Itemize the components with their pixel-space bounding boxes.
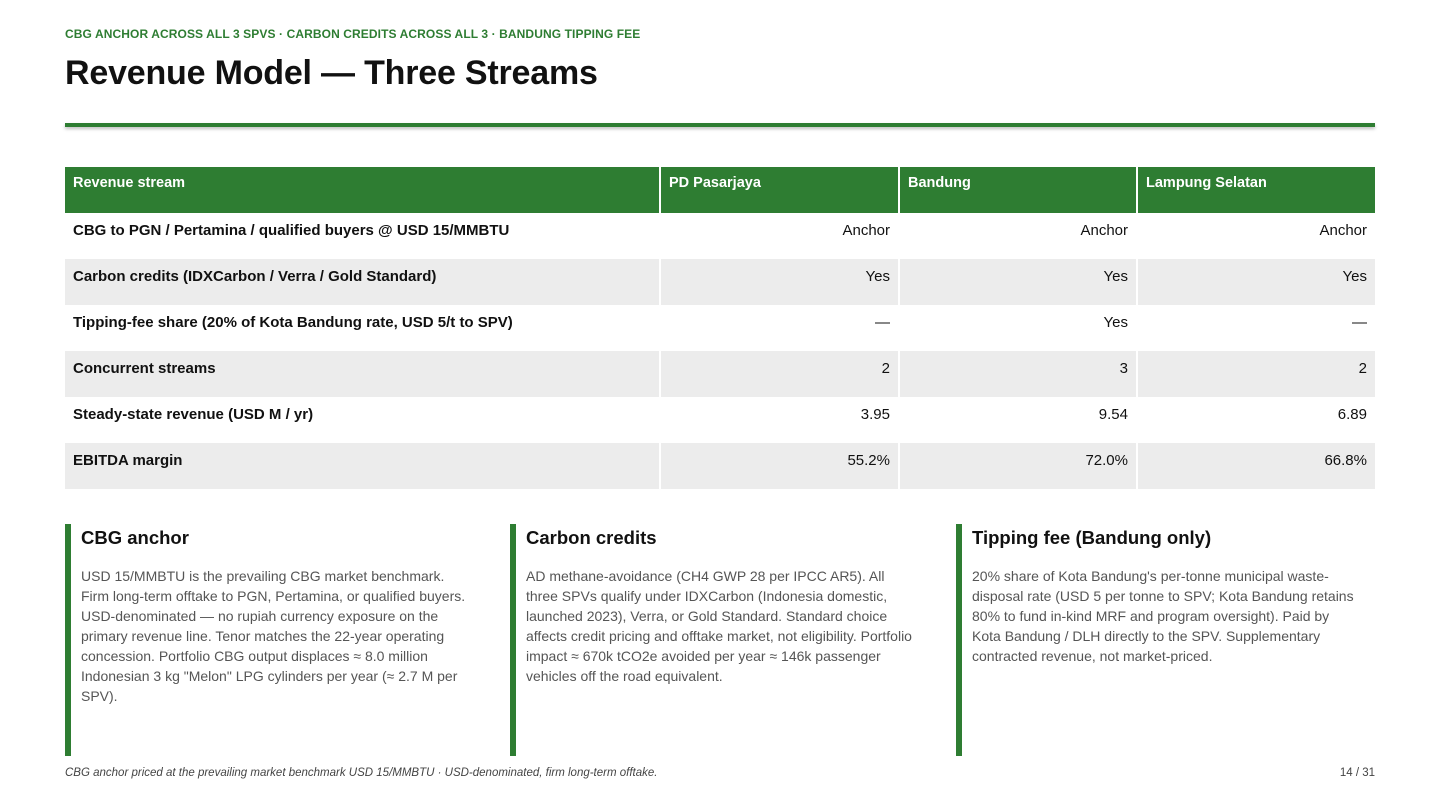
column-header: Lampung Selatan xyxy=(1137,167,1375,213)
table-cell: 2 xyxy=(660,351,899,397)
title-divider xyxy=(65,123,1375,127)
table-cell: 55.2% xyxy=(660,443,899,489)
card-carbon-credits xyxy=(510,524,915,756)
card-body: USD 15/MMBTU is the prevailing CBG market benchmark. Firm long-term offtake to PGN, Pertamina, or qualified buyers. USD-denominated — no rupiah currency exposure on the primary revenue line. Tenor matches the 22-year operating concession. Portfolio CBG output displaces ≈ 8.0 million Indonesian 3 kg "Melon" LPG cylinders per year (≈ 2.7 M per SPV). xyxy=(81,568,466,704)
table-cell: Yes xyxy=(899,305,1137,351)
row-label: EBITDA margin xyxy=(65,443,660,489)
row-label: CBG to PGN / Pertamina / qualified buyers @ USD 15/MMBTU xyxy=(65,213,660,259)
table-header-row xyxy=(65,167,1375,213)
card-title: Carbon credits xyxy=(526,527,657,548)
card-body: AD methane-avoidance (CH4 GWP 28 per IPCC AR5). All three SPVs qualify under IDXCarbon (Indonesia domestic, launched 2023), Verra, or Gold Standard. Standard choice affects credit pricing and offtake market, not eligibility. Portfolio impact ≈ 670k tCO2e avoided per year ≈ 146k passenger vehicles off the road equivalent. xyxy=(526,568,912,684)
card-title: CBG anchor xyxy=(81,527,189,548)
card-tipping-fee xyxy=(956,524,1361,756)
table-cell: Anchor xyxy=(660,213,899,259)
page-number: 14 / 31 xyxy=(1339,767,1375,779)
card-body: 20% share of Kota Bandung's per-tonne municipal waste-disposal rate (USD 5 per tonne to SPV; Kota Bandung retains 80% to fund in-kind MRF and program oversight). Paid by Kota Bandung / DLH directly to the SPV. Supplementary contracted revenue, not market-priced. xyxy=(972,568,1354,664)
table-cell: 3.95 xyxy=(660,397,899,443)
card-cbg-anchor xyxy=(65,524,470,756)
footnote: CBG anchor priced at the prevailing market benchmark USD 15/MMBTU · USD-denominated, firm long-term offtake. xyxy=(65,767,658,779)
table-cell: Yes xyxy=(899,259,1137,305)
table-row xyxy=(65,397,1375,443)
row-label: Steady-state revenue (USD M / yr) xyxy=(65,397,660,443)
column-header: Revenue stream xyxy=(65,167,660,213)
card-title: Tipping fee (Bandung only) xyxy=(972,527,1212,548)
table-cell: 3 xyxy=(899,351,1137,397)
table-cell: 9.54 xyxy=(899,397,1137,443)
row-label: Tipping-fee share (20% of Kota Bandung rate, USD 5/t to SPV) xyxy=(65,305,660,351)
slide-title: Revenue Model — Three Streams xyxy=(65,54,598,92)
table-row xyxy=(65,305,1375,351)
table-cell: 2 xyxy=(1137,351,1375,397)
table-row xyxy=(65,443,1375,489)
table-cell: Yes xyxy=(1137,259,1375,305)
table-cell: 6.89 xyxy=(1337,406,1367,423)
table-cell: — xyxy=(660,305,899,351)
column-header: Bandung xyxy=(899,167,1137,213)
slide-kicker: CBG ANCHOR ACROSS ALL 3 SPVS · CARBON CREDITS ACROSS ALL 3 · BANDUNG TIPPING FEE xyxy=(65,27,641,41)
table-cell: Anchor xyxy=(1319,222,1367,239)
row-label: Carbon credits (IDXCarbon / Verra / Gold Standard) xyxy=(65,259,660,305)
table-cell: — xyxy=(1352,314,1367,331)
table-row xyxy=(65,351,1375,397)
table-cell: 72.0% xyxy=(899,443,1137,489)
table-cell: 66.8% xyxy=(1137,443,1375,489)
table-cell: Anchor xyxy=(899,213,1137,259)
row-label: Concurrent streams xyxy=(65,351,660,397)
table-cell: Yes xyxy=(660,259,899,305)
table-row xyxy=(65,259,1375,305)
table-row xyxy=(65,213,1375,259)
column-header: PD Pasarjaya xyxy=(660,167,899,213)
revenue-table xyxy=(65,167,1375,489)
